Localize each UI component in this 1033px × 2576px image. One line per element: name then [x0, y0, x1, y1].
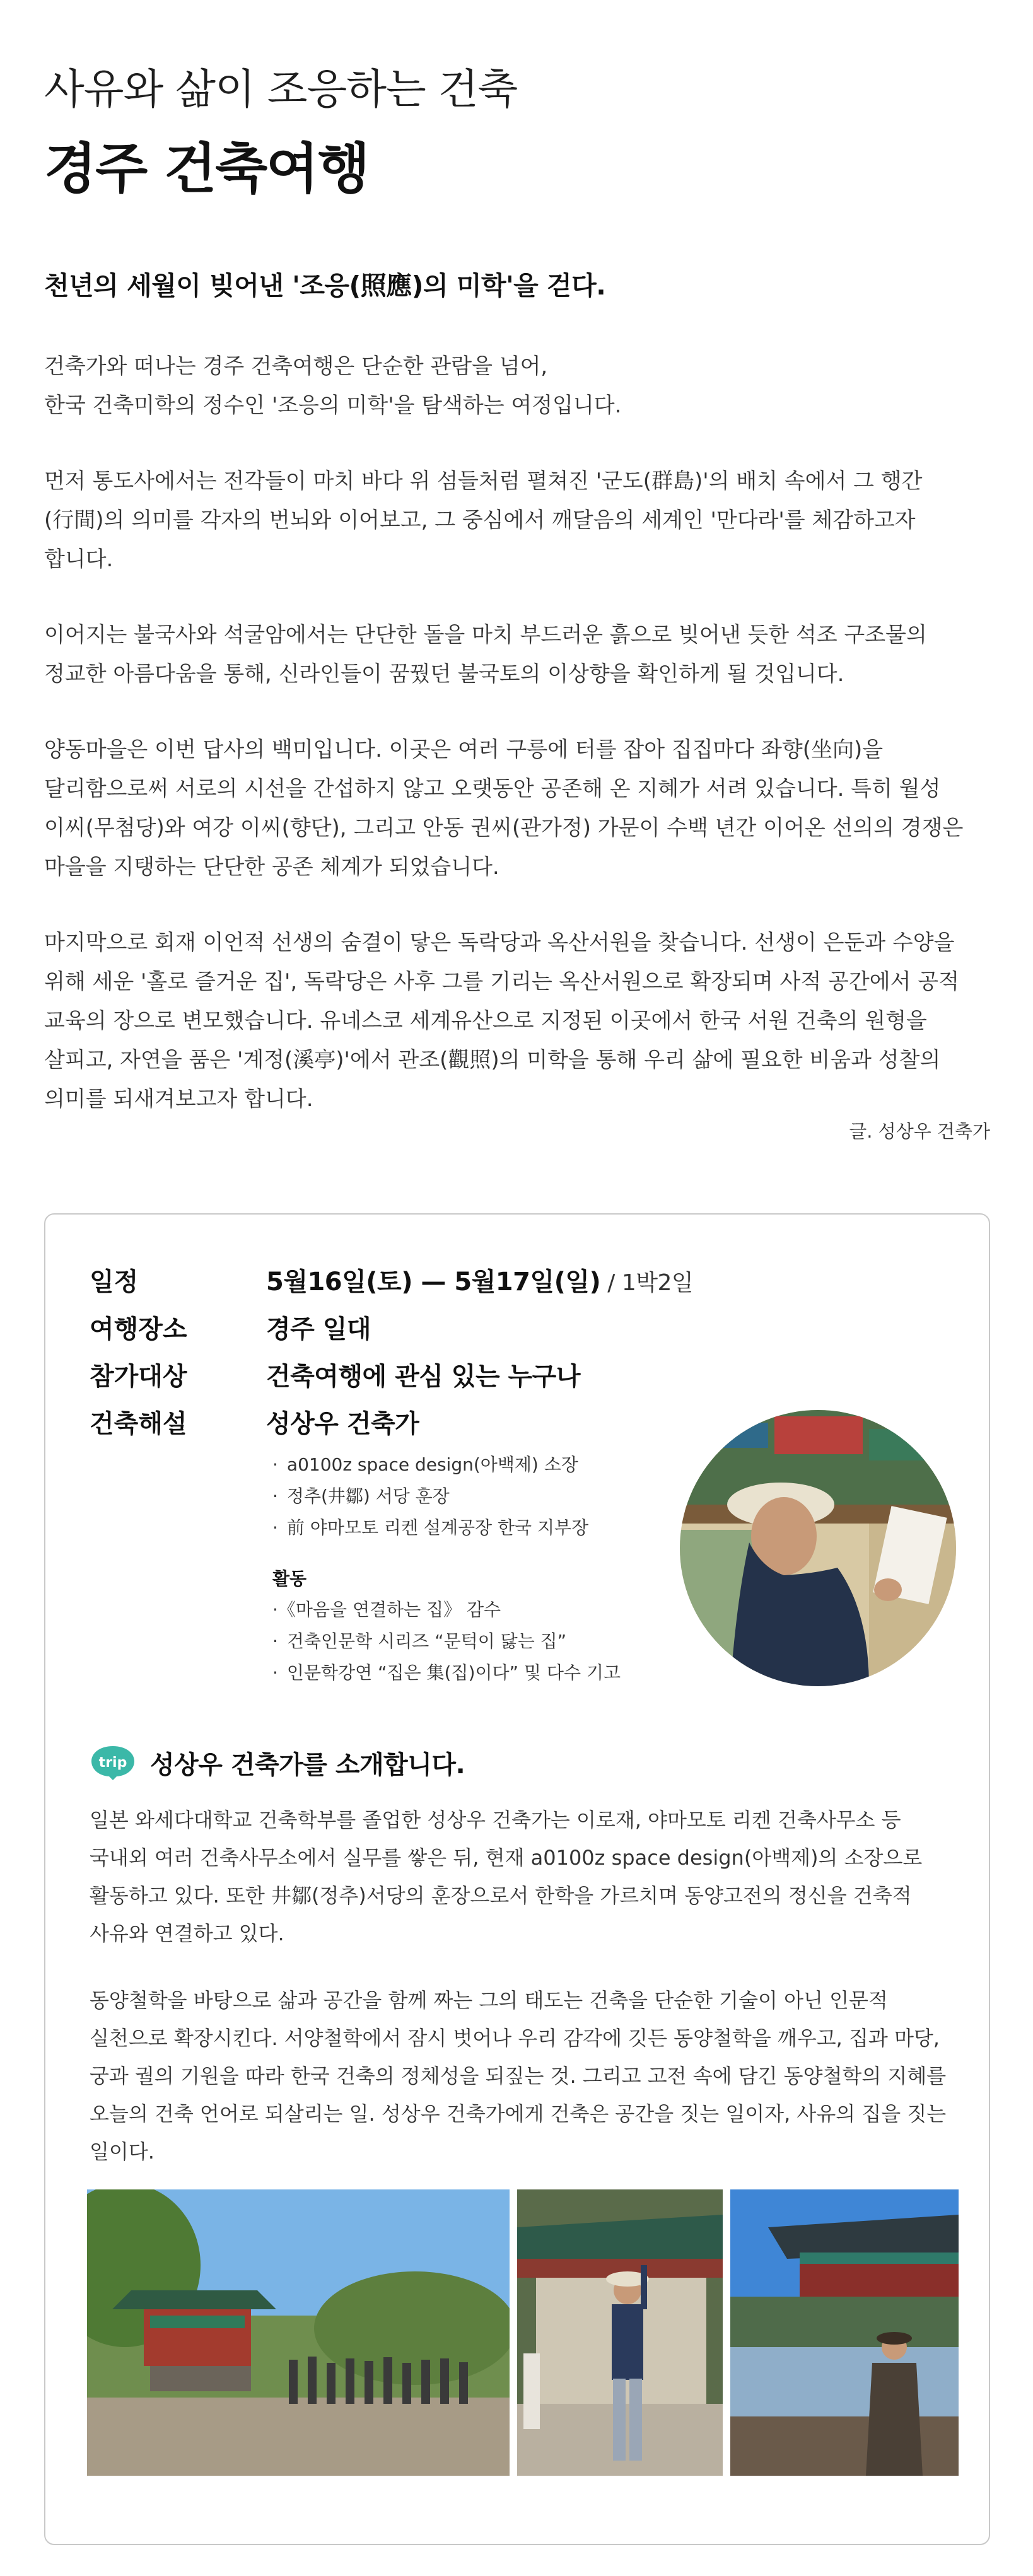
text-line: 건축가와 떠나는 경주 건축여행은 단순한 관람을 넘어,	[44, 354, 548, 379]
text-line: 사유와 연결하고 있다.	[90, 1921, 284, 1945]
intro-text	[44, 347, 990, 1155]
svg-text:trip: trip	[98, 1755, 127, 1771]
guide-bio	[90, 1801, 947, 2200]
text-line: 일이다.	[90, 2140, 155, 2164]
text-line: 마지막으로 회재 이언적 선생의 숨결이 닿은 독락당과 옥산서원을 찾습니다. 선생이 은둔과 수양을	[44, 930, 955, 955]
intro-paragraph	[44, 347, 990, 425]
list-item: · 건축인문학 시리즈 “문턱이 닳는 집”	[272, 1626, 621, 1657]
tour-photo-guide	[517, 2189, 723, 2476]
list-item: · 정추(井鄒) 서당 훈장	[272, 1481, 588, 1512]
author-credit: 글. 성상우 건축가	[849, 1121, 990, 1142]
intro-paragraph	[44, 923, 990, 1119]
list-item: · 前 야마모토 리켄 설계공장 한국 지부장	[272, 1512, 588, 1544]
text-line: 동양철학을 바탕으로 삶과 공간을 함께 짜는 그의 태도는 건축을 단순한 기술이 아닌 인문적	[90, 1988, 888, 2012]
page-subtitle: 사유와 삶이 조응하는 건축	[44, 65, 518, 114]
tour-photo-pavilion	[87, 2189, 510, 2476]
intro-paragraph	[44, 462, 990, 579]
bio-paragraph	[90, 1801, 947, 1952]
guide-label: 건축해설	[90, 1409, 187, 1438]
text-line: 의미를 되새겨보고자 합니다.	[44, 1087, 313, 1112]
text-line: 오늘의 건축 언어로 되살리는 일. 성상우 건축가에게 건축은 공간을 짓는 일이자, 사유의 집을 짓는	[90, 2102, 947, 2126]
tour-photo-lake-pavilion	[730, 2189, 959, 2476]
text-line: 먼저 통도사에서는 전각들이 마치 바다 위 섬들처럼 펼쳐진 '군도(群島)'의 배치 속에서 그 행간	[44, 469, 923, 494]
guide-intro-title: 성상우 건축가를 소개합니다.	[150, 1750, 465, 1780]
list-item: · a0100z space design(아백제) 소장	[272, 1449, 588, 1481]
text-line: 실천으로 확장시킨다. 서양철학에서 잠시 벗어나 우리 감각에 깃든 동양철학을 깨우고, 집과 마당,	[90, 2026, 940, 2050]
text-line: (行間)의 의미를 각자의 번뇌와 이어보고, 그 중심에서 깨달음의 세계인 '만다라'를 체감하고자	[44, 508, 916, 533]
place-label: 여행장소	[90, 1315, 187, 1344]
text-line: 정교한 아름다움을 통해, 신라인들이 꿈꿨던 불국토의 이상향을 확인하게 될 것입니다.	[44, 661, 844, 687]
list-item: · 《마음을 연결하는 집》 감수	[272, 1594, 621, 1626]
text-line: 양동마을은 이번 답사의 백미입니다. 이곳은 여러 구릉에 터를 잡아 집집마다 좌향(坐向)을	[44, 737, 884, 762]
text-line: 살피고, 자연을 품은 '계정(溪亭)'에서 관조(觀照)의 미학을 통해 우리 삶에 필요한 비움과 성찰의	[44, 1047, 941, 1073]
text-line: 합니다.	[44, 547, 114, 572]
text-line: 한국 건축미학의 정수인 '조응의 미학'을 탐색하는 여정입니다.	[44, 393, 622, 418]
text-line: 궁과 궐의 기원을 따라 한국 건축의 정체성을 되짚는 것. 그리고 고전 속에 담긴 동양철학의 지혜를	[90, 2064, 947, 2088]
headline: 천년의 세월이 빚어낸 '조응(照應)의 미학'을 걷다.	[44, 271, 606, 301]
text-line: 달리함으로써 서로의 시선을 간섭하지 않고 오랫동안 공존해 온 지혜가 서려 있습니다. 특히 월성	[44, 776, 941, 801]
schedule-value	[266, 1262, 693, 1298]
activity-label: 활동	[272, 1568, 307, 1589]
schedule-dates: 5월16일(토) — 5월17일(일)	[266, 1268, 601, 1297]
text-line: 이씨(무첨당)와 여강 이씨(향단), 그리고 안동 권씨(관가정) 가문이 수백 년간 이어온 선의의 경쟁은	[44, 815, 964, 841]
career-list	[272, 1449, 588, 1544]
text-line: 마을을 지탱하는 단단한 공존 체계가 되었습니다.	[44, 854, 499, 880]
guide-value: 성상우 건축가	[266, 1409, 419, 1438]
guide-intro-heading	[90, 1744, 465, 1781]
tour-info-card	[44, 1213, 990, 2545]
list-item: · 인문학강연 “집은 集(집)이다” 및 다수 기고	[272, 1657, 621, 1689]
schedule-label: 일정	[90, 1268, 139, 1297]
text-line: 교육의 장으로 변모했습니다. 유네스코 세계유산으로 지정된 이곳에서 한국 서원 건축의 원형을	[44, 1008, 927, 1034]
trip-icon	[90, 1744, 136, 1781]
page-title: 경주 건축여행	[44, 137, 369, 201]
text-line: 일본 와세다대학교 건축학부를 졸업한 성상우 건축가는 이로재, 야마모토 리켄 건축사무소 등	[90, 1808, 901, 1832]
intro-paragraph	[44, 615, 990, 694]
text-line: 이어지는 불국사와 석굴암에서는 단단한 돌을 마치 부드러운 흙으로 빚어낸 듯한 석조 구조물의	[44, 622, 927, 648]
target-value: 건축여행에 관심 있는 누구나	[266, 1362, 580, 1391]
schedule-duration: / 1박2일	[600, 1270, 694, 1296]
guide-portrait-photo	[680, 1410, 956, 1686]
text-line: 활동하고 있다. 또한 井鄒(정추)서당의 훈장으로서 한학을 가르치며 동양고전의 정신을 건축적	[90, 1884, 912, 1908]
activity-list	[272, 1594, 621, 1689]
text-line: 위해 세운 '홀로 즐거운 집', 독락당은 사후 그를 기리는 옥산서원으로 확장되며 사적 공간에서 공적	[44, 969, 959, 994]
text-line: 국내외 여러 건축사무소에서 실무를 쌓은 뒤, 현재 a0100z space design(아백제)의 소장으로	[90, 1846, 923, 1870]
place-value: 경주 일대	[266, 1315, 371, 1344]
intro-paragraph	[44, 730, 990, 887]
target-label: 참가대상	[90, 1362, 187, 1391]
bio-paragraph	[90, 1981, 947, 2171]
